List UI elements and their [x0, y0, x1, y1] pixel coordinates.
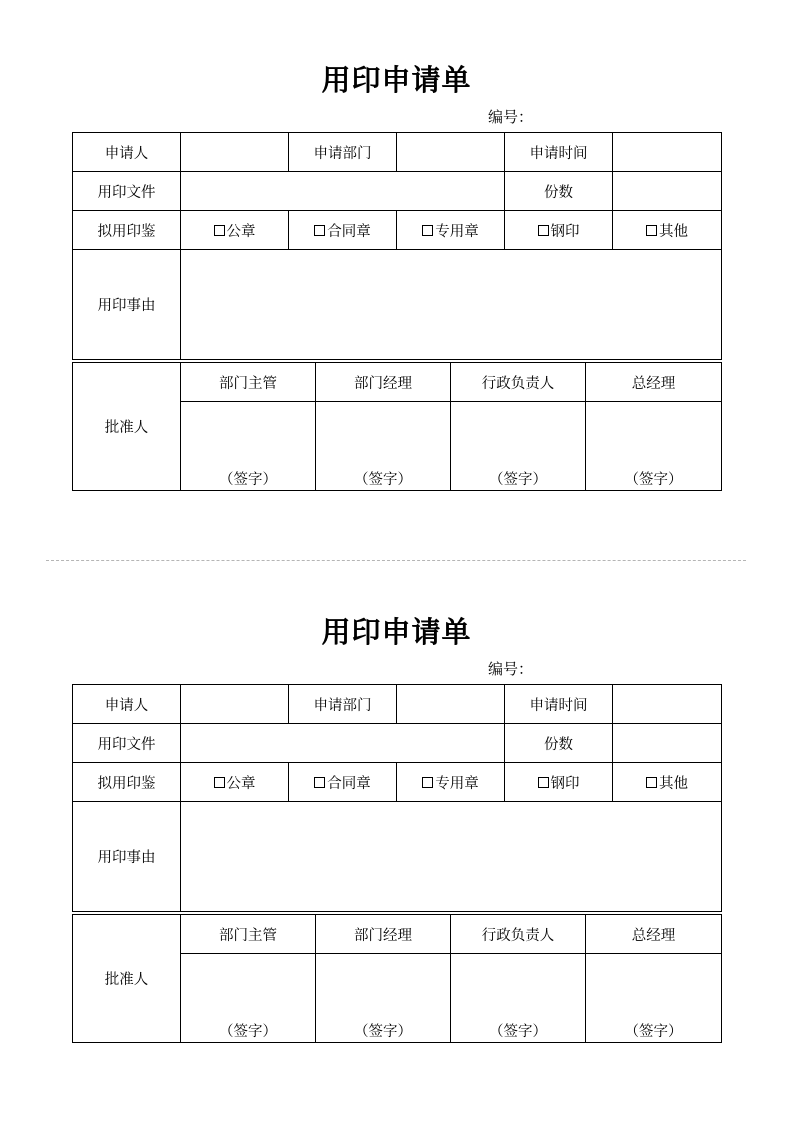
signature-field[interactable]	[586, 402, 722, 491]
applicant-label: 申请人	[73, 133, 181, 172]
checkbox-icon[interactable]	[538, 225, 549, 236]
seal-option-contract[interactable]: 合同章	[289, 763, 397, 802]
applicant-label: 申请人	[73, 685, 181, 724]
approver-dept-manager: 部门经理	[316, 915, 451, 954]
seal-option-official[interactable]: 公章	[181, 763, 289, 802]
signature-hint: （签字）	[354, 1024, 412, 1040]
signature-field[interactable]	[181, 954, 316, 1043]
checkbox-icon[interactable]	[538, 777, 549, 788]
seal-option-official[interactable]: 公章	[181, 211, 289, 250]
department-label: 申请部门	[289, 685, 397, 724]
copies-field[interactable]	[613, 724, 722, 763]
signature-field[interactable]	[316, 954, 451, 1043]
document-label: 用印文件	[73, 724, 181, 763]
checkbox-icon[interactable]	[646, 225, 657, 236]
approval-table	[72, 914, 722, 1043]
checkbox-icon[interactable]	[422, 777, 433, 788]
department-field[interactable]	[397, 685, 505, 724]
time-label: 申请时间	[505, 685, 613, 724]
signature-hint: （签字）	[489, 1024, 547, 1040]
signature-hint: （签字）	[489, 472, 547, 488]
copies-label: 份数	[505, 724, 613, 763]
department-field[interactable]	[397, 133, 505, 172]
table-row	[73, 211, 722, 250]
approver-dept-supervisor: 部门主管	[181, 915, 316, 954]
checkbox-icon[interactable]	[214, 777, 225, 788]
application-table	[72, 684, 722, 912]
seal-option-special[interactable]: 专用章	[397, 211, 505, 250]
dashed-divider	[46, 560, 746, 561]
time-label: 申请时间	[505, 133, 613, 172]
approver-general-manager: 总经理	[586, 915, 722, 954]
approval-table	[72, 362, 722, 491]
approver-general-manager: 总经理	[586, 363, 722, 402]
seal-option-special[interactable]: 专用章	[397, 763, 505, 802]
signature-hint: （签字）	[219, 472, 277, 488]
checkbox-icon[interactable]	[214, 225, 225, 236]
applicant-field[interactable]	[181, 133, 289, 172]
approver-dept-supervisor: 部门主管	[181, 363, 316, 402]
table-row	[73, 763, 722, 802]
approver-admin-head: 行政负责人	[451, 363, 586, 402]
checkbox-icon[interactable]	[314, 777, 325, 788]
signature-hint: （签字）	[624, 1024, 683, 1040]
document-field[interactable]	[181, 724, 505, 763]
table-row	[73, 724, 722, 763]
copies-label: 份数	[505, 172, 613, 211]
seal-type-label: 拟用印鉴	[73, 211, 181, 250]
document-label: 用印文件	[73, 172, 181, 211]
department-label: 申请部门	[289, 133, 397, 172]
time-field[interactable]	[613, 133, 722, 172]
form-title: 用印申请单	[321, 63, 472, 97]
table-row	[73, 915, 722, 954]
table-row	[73, 363, 722, 402]
checkbox-icon[interactable]	[314, 225, 325, 236]
approver-label: 批准人	[73, 915, 181, 1043]
seal-option-steel[interactable]: 钢印	[505, 211, 613, 250]
checkbox-icon[interactable]	[646, 777, 657, 788]
seal-option-contract[interactable]: 合同章	[289, 211, 397, 250]
serial-number-label: 编号：	[488, 660, 534, 678]
signature-field[interactable]	[586, 954, 722, 1043]
table-row	[73, 172, 722, 211]
table-row	[73, 802, 722, 912]
serial-number-label: 编号：	[488, 108, 534, 126]
approver-label: 批准人	[73, 363, 181, 491]
seal-type-label: 拟用印鉴	[73, 763, 181, 802]
table-row	[73, 133, 722, 172]
table-row	[73, 250, 722, 360]
seal-option-other[interactable]: 其他	[613, 763, 722, 802]
approver-admin-head: 行政负责人	[451, 915, 586, 954]
reason-label: 用印事由	[73, 250, 181, 360]
signature-hint: （签字）	[624, 472, 683, 488]
reason-label: 用印事由	[73, 802, 181, 912]
reason-field[interactable]	[181, 250, 722, 360]
reason-field[interactable]	[181, 802, 722, 912]
seal-option-other[interactable]: 其他	[613, 211, 722, 250]
document-field[interactable]	[181, 172, 505, 211]
time-field[interactable]	[613, 685, 722, 724]
signature-field[interactable]	[181, 402, 316, 491]
seal-option-steel[interactable]: 钢印	[505, 763, 613, 802]
signature-hint: （签字）	[219, 1024, 277, 1040]
table-row	[73, 685, 722, 724]
signature-hint: （签字）	[354, 472, 412, 488]
signature-field[interactable]	[451, 402, 586, 491]
approver-dept-manager: 部门经理	[316, 363, 451, 402]
copies-field[interactable]	[613, 172, 722, 211]
checkbox-icon[interactable]	[422, 225, 433, 236]
form-title: 用印申请单	[321, 615, 472, 649]
applicant-field[interactable]	[181, 685, 289, 724]
application-table	[72, 132, 722, 360]
signature-field[interactable]	[316, 402, 451, 491]
signature-field[interactable]	[451, 954, 586, 1043]
